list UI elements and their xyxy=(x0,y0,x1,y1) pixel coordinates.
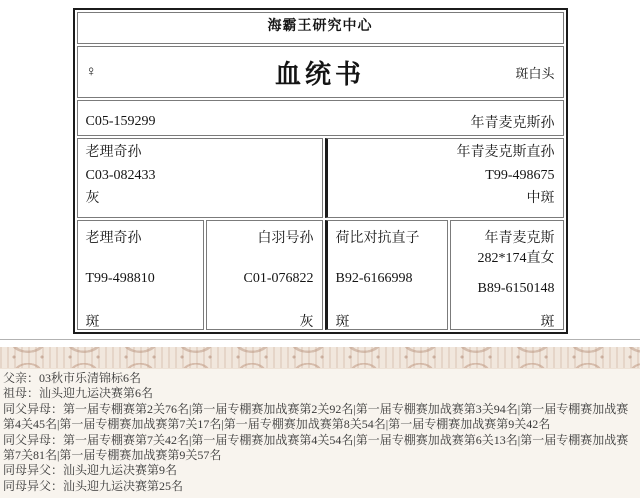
grandparent-name: 白羽号孙 xyxy=(257,231,314,246)
pedigree-table xyxy=(73,8,568,334)
sire-color: 灰 xyxy=(85,191,100,206)
org-title: 海霸王研究中心 xyxy=(77,12,564,44)
results-section xyxy=(0,347,640,498)
results-line-half-sibling-maternal-1: 同母异父：汕头迎九运决赛第9名 xyxy=(3,463,178,478)
dam-name: 年青麦克斯直孙 xyxy=(456,145,555,160)
results-line-grandmother: 祖母：汕头迎九运决赛第6名 xyxy=(3,386,154,401)
grandparent-cell-1 xyxy=(77,220,204,330)
lineage-note: 年青麦克斯孙 xyxy=(470,116,555,131)
dam-ring: T99-498675 xyxy=(485,168,555,183)
grandparent-name-line2: 282*174直女 xyxy=(477,251,555,266)
grandparent-ring: T99-498810 xyxy=(85,271,155,286)
dam-color: 中斑 xyxy=(526,191,555,206)
grandparent-cell-2 xyxy=(206,220,323,330)
ring-row xyxy=(77,100,564,136)
grandparent-color: 灰 xyxy=(299,315,314,330)
doc-title-cell xyxy=(77,46,564,98)
grandparent-color: 斑 xyxy=(335,315,350,330)
grandparent-name: 老理奇孙 xyxy=(85,231,142,246)
ring-cell xyxy=(77,100,564,136)
results-line-father: 父亲：03秋市乐清锦标6名 xyxy=(3,371,142,385)
results-line-half-sibling-paternal-2: 同父异母：第一届专棚赛第7关42名|第一届专棚赛加战赛第4关54名|第一届专棚赛加战赛第6关13名|第一届专棚赛加战赛第7关81名|第一届专棚赛加战赛第9关57名 xyxy=(3,432,629,463)
pedigree-title: 血统书 xyxy=(275,59,366,89)
grandparent-name: 荷比对抗直子 xyxy=(335,231,420,246)
grandparents-row xyxy=(77,220,564,330)
sire-cell xyxy=(77,138,323,218)
parents-row xyxy=(77,138,564,218)
grandparent-color: 斑 xyxy=(540,315,555,330)
grandparent-name: 年青麦克斯 xyxy=(484,231,555,246)
female-symbol: ♀ xyxy=(85,63,97,80)
grandparent-cell-4 xyxy=(450,220,564,330)
doc-title-row xyxy=(77,46,564,98)
ring-number: C05-159299 xyxy=(85,114,156,129)
sire-ring: C03-082433 xyxy=(85,168,156,183)
org-title-row xyxy=(77,12,564,44)
grandparent-ring: B92-6166998 xyxy=(335,271,413,286)
results-text xyxy=(0,369,640,494)
grandparent-ring: C01-076822 xyxy=(243,271,314,286)
results-line-half-sibling-paternal-1: 同父异母：第一届专棚赛第2关76名|第一届专棚赛加战赛第2关92名|第一届专棚赛加战赛第3关94名|第一届专棚赛加战赛第4关45名|第一届专棚赛加战赛第7关17名|第一届专棚赛加战赛第8关54名|第一届专棚赛加战赛第9关42名 xyxy=(3,401,629,432)
results-line-half-sibling-maternal-2: 同母异父：汕头迎九运决赛第25名 xyxy=(3,478,184,493)
feather-color-label: 斑白头 xyxy=(515,65,555,81)
grandparent-cell-3 xyxy=(325,220,448,330)
grandparent-ring: B89-6150148 xyxy=(477,281,555,296)
grandparent-name-block xyxy=(459,227,555,267)
grandparent-color: 斑 xyxy=(85,315,100,330)
white-gap xyxy=(0,340,640,347)
sire-name: 老理奇孙 xyxy=(85,145,142,160)
ornament-border xyxy=(0,347,640,369)
dam-cell xyxy=(325,138,564,218)
